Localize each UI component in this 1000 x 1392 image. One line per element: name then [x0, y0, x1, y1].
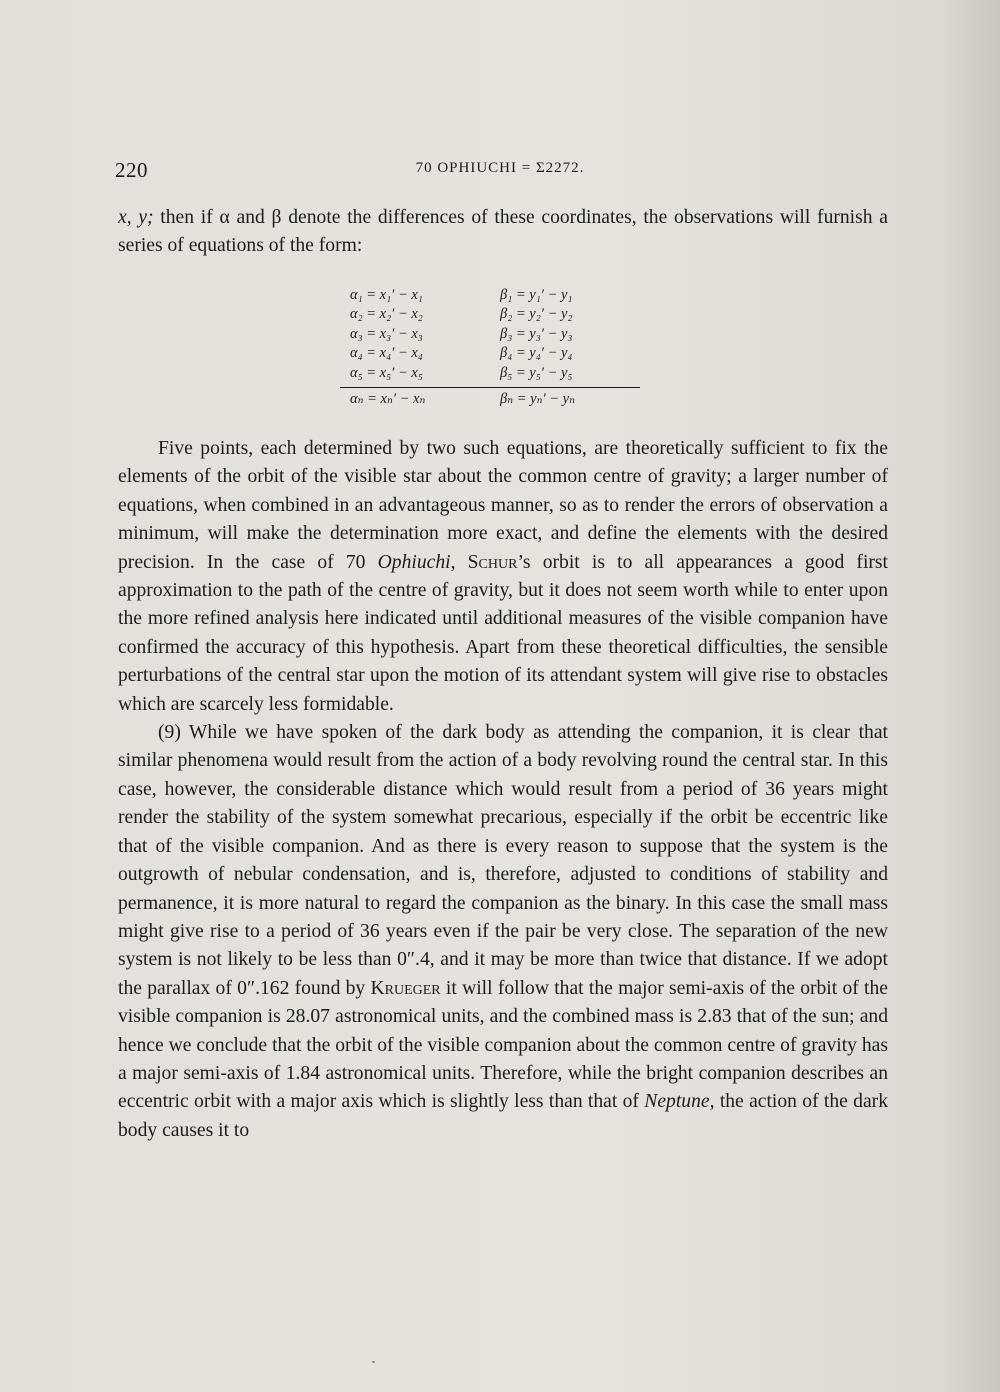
alpha-equation: αₙ = xₙ′ − xₙ: [350, 390, 426, 407]
body-text: [118, 435, 888, 1145]
star-name: Ophiuchi: [377, 551, 451, 573]
alpha-equation: α₅ = x₅′ − x₅: [350, 364, 423, 381]
text-run: , the action of the dark body causes it to: [118, 1091, 889, 1141]
equation-row: [340, 325, 640, 344]
equation-row: [340, 364, 640, 383]
page-number: 220: [115, 158, 148, 182]
paragraph-five-points: [118, 435, 888, 719]
page-header: [115, 158, 885, 188]
alpha-equation: α₂ = x₂′ − x₂: [350, 306, 423, 323]
intro-text: then if α and β denote the differences of these coordinates, the observations will furnish a series of equations of the form:: [118, 207, 888, 257]
equation-block: [340, 286, 640, 409]
paper-speck: [372, 1361, 375, 1363]
alpha-equation: α₁ = x₁′ − x₁: [350, 287, 423, 303]
text-run: Five points, each determined by two such equations, are theoretically sufficient to fix the elements of the orbit of the visible star about the common centre of gravity; a larger number of equations, when combined in an advantageous manner, so as to render the errors of observation a minimum, will make the determination more exact, and define the elements with the desired precision. In the case of 70: [118, 438, 888, 573]
equation-rule: [340, 387, 640, 388]
intro-variables: x, y;: [118, 207, 154, 228]
text-run: it will follow that the major semi-axis of the orbit of the visible companion is 28.07 astronomical units, and the combined mass is 2.83 that of the sun; and hence we conclude that the orbit of the visible companion about the common centre of gravity has a major semi-axis of 1.84 astronomical units. Therefore, while the bright companion describes an eccentric orbit with a major axis which is slightly less than that of: [118, 977, 888, 1113]
text-run: (9) While we have spoken of the dark body as attending the companion, it is clear that similar phenomena would result from the action of a body revolving round the central star. In this case, however, the considerable distance which would result from a period of 36 years might render the stability of the system somewhat precarious, especially if the orbit be eccentric like that of the visible companion. And as there is every reason to suppose that the system is the outgrowth of nebular condensation, and is, therefore, adjusted to conditions of stability and permanence, it is more natural to regard the companion as the binary. In this case the small mass might give rise to a period of 36 years even if the pair be very close. The separation of the new system is not likely to be less than 0″.4, and it may be more than twice that distance. If we adopt the parallax of 0″.162 found by: [118, 722, 888, 999]
equation-row: [340, 305, 640, 324]
intro-paragraph: [118, 204, 888, 261]
equation-row: [340, 344, 640, 363]
author-name: Schur: [467, 551, 518, 573]
running-head: 70 OPHIUCHI = Σ2272.: [415, 160, 585, 176]
beta-equation: β₅ = y₅′ − y₅: [500, 364, 573, 381]
beta-equation: βₙ = yₙ′ − yₙ: [500, 390, 575, 407]
beta-equation: β₂ = y₂′ − y₂: [500, 306, 573, 323]
alpha-equation: α₄ = x₄′ − x₄: [350, 345, 423, 362]
planet-name: Neptune: [644, 1091, 710, 1113]
equation-row-final: [340, 390, 640, 409]
beta-equation: β₄ = y₄′ − y₄: [500, 345, 573, 362]
beta-equation: β₃ = y₃′ − y₃: [500, 325, 573, 342]
beta-equation: β₁ = y₁′ − y₁: [500, 287, 573, 303]
text-run: ,: [450, 551, 468, 573]
equation-row: [340, 286, 640, 305]
alpha-equation: α₃ = x₃′ − x₃: [350, 325, 423, 342]
author-name: Krueger: [370, 977, 441, 999]
text-run: ’s orbit is to all appearances a good first approximation to the path of the centre of gravity, but it does not seem worth while to enter upon the more refined analysis here indicated until additional measures of the visible companion have confirmed the accuracy of this hypothesis. Apart from these theoretical difficulties, the sensible perturbations of the central star upon the motion of its attendant system will give rise to obstacles which are scarcely less formidable.: [118, 551, 888, 715]
paragraph-section-9: [118, 719, 888, 1145]
